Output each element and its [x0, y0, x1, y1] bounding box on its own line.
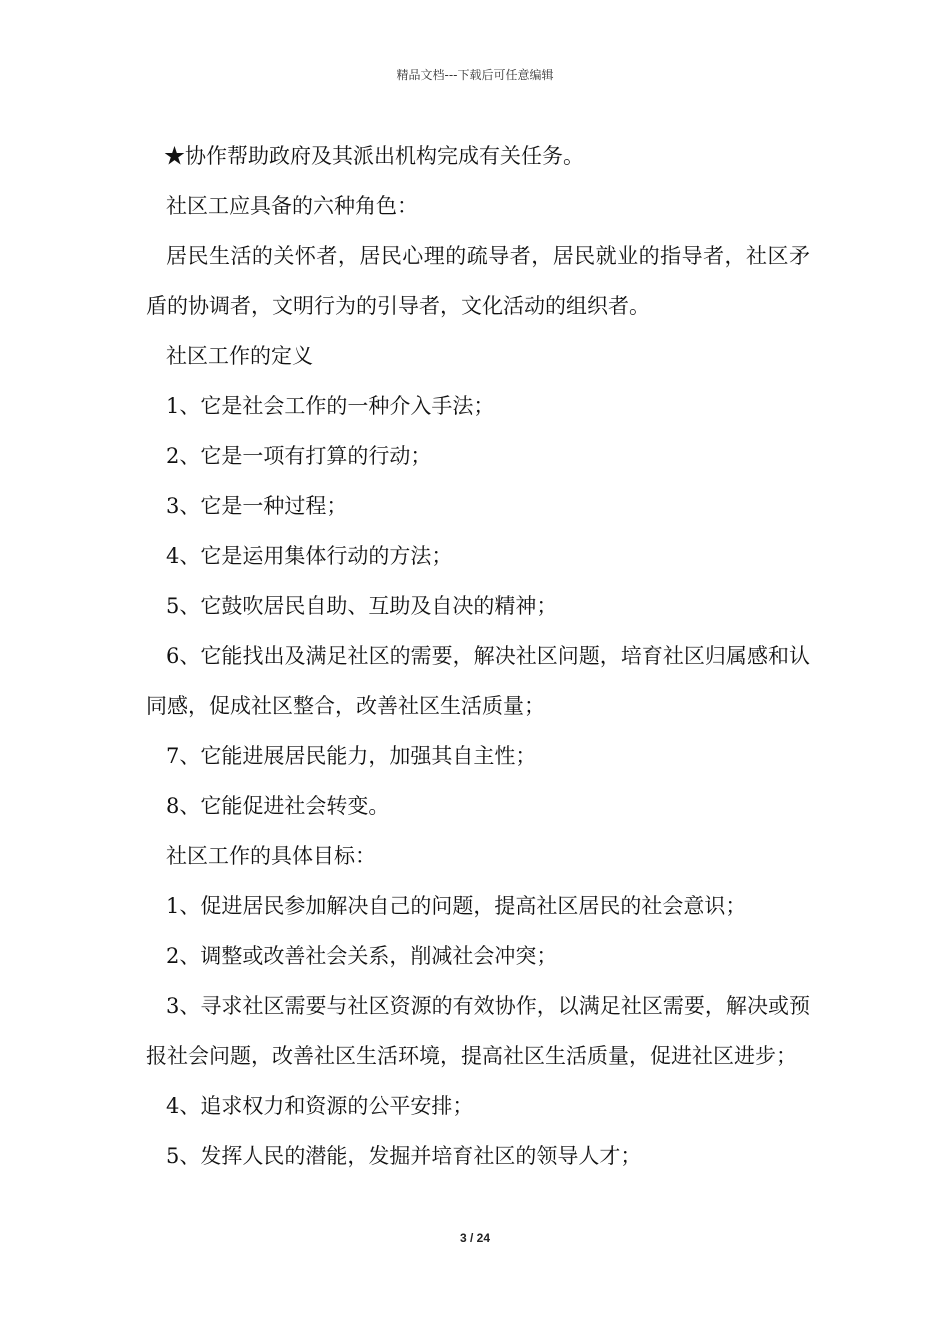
paragraph-18: 5、发挥人民的潜能，发掘并培育社区的领导人才； — [166, 1144, 642, 1168]
paragraph-3: 居民生活的关怀者，居民心理的疏导者，居民就业的指导者，社区矛盾的协调者，文明行为的引导者，文化活动的组织者。 — [146, 244, 810, 318]
paragraph-11: 7、它能进展居民能力，加强其自主性； — [166, 744, 537, 768]
paragraph-8: 4、它是运用集体行动的方法； — [166, 544, 453, 568]
document-body — [146, 131, 810, 1181]
paragraph-9: 5、它鼓吹居民自助、互助及自决的精神； — [166, 594, 558, 618]
paragraph-6: 2、它是一项有打算的行动； — [166, 444, 432, 468]
paragraph-7: 3、它是一种过程； — [166, 494, 348, 518]
paragraph-16: 3、寻求社区需要与社区资源的有效协作，以满足社区需要，解决或预报社会问题，改善社区生活环境，提高社区生活质量，促进社区进步； — [146, 994, 810, 1068]
paragraph-13: 社区工作的具体目标： — [166, 844, 376, 868]
page-header: 精品文档---下载后可任意编辑 — [396, 68, 554, 82]
paragraph-2: 社区工应具备的六种角色： — [166, 194, 418, 218]
paragraph-4: 社区工作的定义 — [166, 344, 313, 368]
paragraph-15: 2、调整或改善社会关系，削减社会冲突； — [166, 944, 558, 968]
paragraph-10: 6、它能找出及满足社区的需要，解决社区问题，培育社区归属感和认同感，促成社区整合，改善社区生活质量； — [146, 644, 810, 718]
paragraph-17: 4、追求权力和资源的公平安排； — [166, 1094, 474, 1118]
page-number: 3 / 24 — [459, 1231, 491, 1245]
paragraph-12: 8、它能促进社会转变。 — [166, 794, 390, 818]
paragraph-5: 1、它是社会工作的一种介入手法； — [166, 394, 495, 418]
paragraph-1: ★协作帮助政府及其派出机构完成有关任务。 — [164, 144, 584, 168]
paragraph-14: 1、促进居民参加解决自己的问题，提高社区居民的社会意识； — [166, 894, 747, 918]
